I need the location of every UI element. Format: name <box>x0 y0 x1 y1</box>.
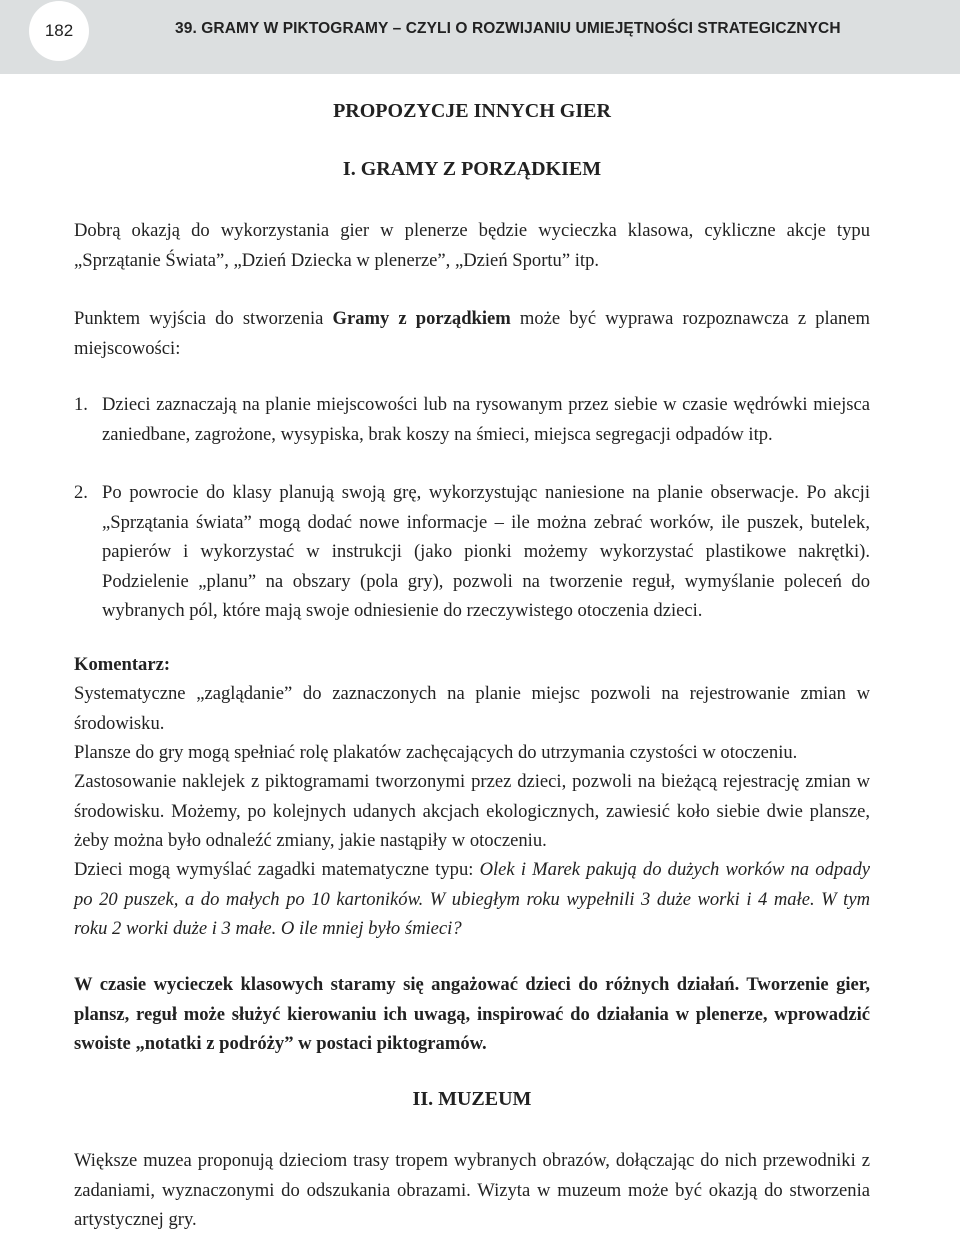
comment-math-puzzle <box>74 855 870 944</box>
puzzle-intro: Dzieci mogą wymyślać zagadki matematyczne typu: <box>74 859 480 880</box>
section-1-intro: Dobrą okazją do wykorzystania gier w plenerze będzie wycieczka klasowa, cykliczne akcje typu „Sprzątanie Świata”, „Dzień Dziecka w plenerze”, „Dzień Sportu” itp. <box>74 220 870 271</box>
section-2-title: II. MUZEUM <box>412 1088 532 1110</box>
comment-label: Komentarz: <box>74 654 171 675</box>
list-item: Po powrocie do klasy planują swoją grę, wykorzystując naniesione na planie obserwacje. Po akcji „Sprzątania świata” mogą dodać nowe informacje – ile można zebrać worków, ile puszek, butelek, papierów i wykorzystać w instrukcji (jako pionki możemy wykorzystać plastikowe nakrętki). Podzielenie „planu” na obszary (pola gry), pozwoli na tworzenie reguł, wymyślanie poleceń do wybranych pól, które mają swoje odniesienie do rzeczywistego otoczenia dzieci. <box>102 482 870 621</box>
comment-paragraph: Systematyczne „zaglądanie” do zaznaczonych na planie miejsc pozwoli na rejestrowanie zmian w środowisku. <box>74 683 870 734</box>
section-1-title: I. GRAMY Z PORZĄDKIEM <box>342 158 602 180</box>
running-title: 39. GRAMY W PIKTOGRAMY – CZYLI O ROZWIJANIU UMIEJĘTNOŚCI STRATEGICZNYCH <box>175 20 841 37</box>
list-item-number: 2. <box>74 482 88 503</box>
para-2-text-a: Punktem wyjścia do stworzenia <box>74 308 333 329</box>
list-item: Dzieci zaznaczają na planie miejscowości lub na rysowanym przez siebie w czasie wędrówki miejsca zaniedbane, zagrożone, wysypiska, brak koszy na śmieci, miejsca segregacji odpadów itp. <box>102 394 870 445</box>
para-2-text-c: może być wyprawa rozpoznawcza z planem miejscowości: <box>74 308 870 359</box>
section-1-summary: W czasie wycieczek klasowych staramy się angażować dzieci do różnych działań. Tworzenie gier, plansz, reguł może służyć kierowaniu ich uwagą, inspirować do działania w plenerze, wprowadzić swoiste „notatki z podróży” w postaci piktogramów. <box>74 974 870 1054</box>
list-item-number: 1. <box>74 394 88 415</box>
puzzle-text: Olek i Marek pakują do dużych worków na odpady po 20 puszek, a do małych po 10 kartoników. W ubiegłym roku wypełnili 3 duże worki i 4 małe. W tym roku 2 worki duże i 3 małe. O ile mniej było śmieci? <box>74 859 870 939</box>
page-heading: PROPOZYCJE INNYCH GIER <box>333 100 611 122</box>
section-1-para-2 <box>74 304 870 363</box>
para-2-bold-title: Gramy z porządkiem <box>332 308 511 329</box>
page-number: 182 <box>29 1 89 61</box>
comment-paragraph: Zastosowanie naklejek z piktogramami tworzonymi przez dzieci, pozwoli na bieżącą rejestrację zmian w środowisku. Możemy, po kolejnych udanych akcjach ekologicznych, zawiesić koło siebie dwie plansze, żeby można było odnaleźć zmiany, jakie nastąpiły w otoczeniu. <box>74 771 870 851</box>
running-header <box>0 0 960 74</box>
comment-paragraph: Plansze do gry mogą spełniać rolę plakatów zachęcających do utrzymania czystości w otoczeniu. <box>74 742 798 763</box>
section-2-intro: Większe muzea proponują dzieciom trasy tropem wybranych obrazów, dołączając do nich przewodniki z zadaniami, wyznaczonymi do odszukania obrazami. Wizyta w muzeum może być okazją do stworzenia artystycznej gry. <box>74 1150 870 1230</box>
